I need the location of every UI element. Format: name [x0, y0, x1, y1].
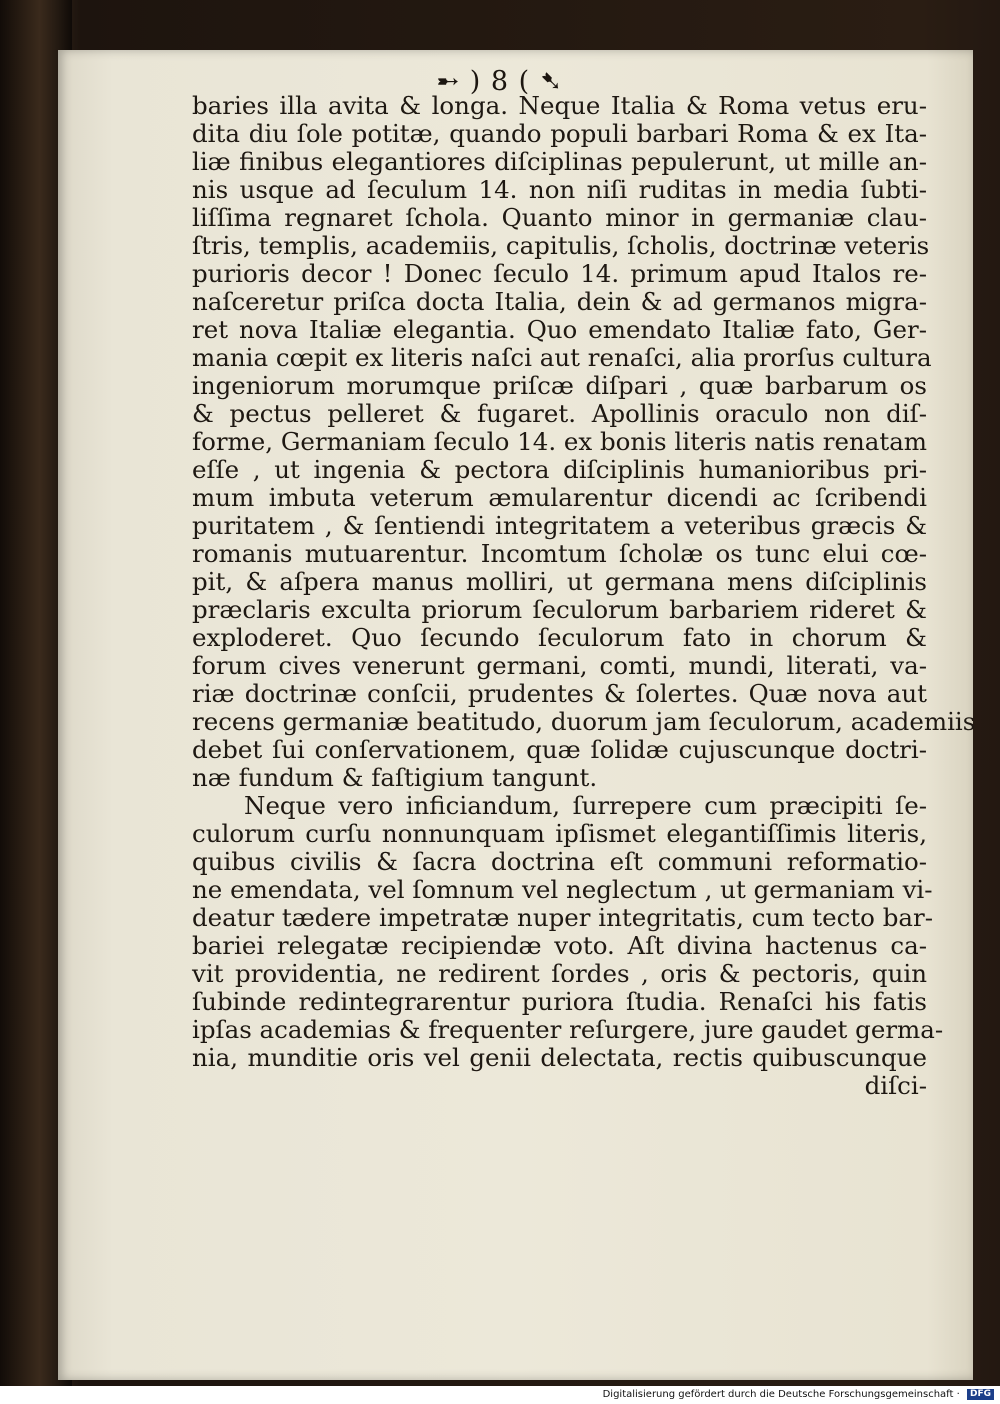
text-line: culorum curſu nonnunquam ipſismet elegantiſſimis literis,: [192, 819, 927, 848]
text-line: riæ doctrinæ conſcii, prudentes & ſolertes. Quæ nova aut: [192, 679, 927, 708]
text-line: debet ſui conſervationem, quæ ſolidæ cujuscunque doctri-: [192, 735, 927, 764]
text-line: pit, & aſpera manus molliri, ut germana mens diſciplinis: [192, 567, 927, 596]
text-line: ipſas academias & frequenter reſurgere, jure gaudet germa-: [192, 1015, 944, 1044]
text-line: puritatem , & ſentiendi integritatem a veteribus græcis &: [192, 511, 927, 540]
text-line: exploderet. Quo ſecundo ſeculorum fato in chorum &: [192, 623, 927, 652]
footer-credit: Digitalisierung gefördert durch die Deutsche Forschungsgemeinschaft ·: [602, 1389, 960, 1400]
text-line: mania cœpit ex literis naſci aut renaſci, alia prorſus cultura: [192, 343, 932, 372]
text-line: ſubinde redintegrarentur puriora ſtudia. Renaſci his fatis: [192, 987, 927, 1016]
text-line: ne emendata, vel ſomnum vel neglectum , ut germaniam vi-: [192, 875, 933, 904]
text-line: præclaris exculta priorum ſeculorum barbariem rideret &: [192, 595, 927, 624]
body-text: [192, 91, 976, 1100]
page-header: ➸ ) 8 ( ➷: [436, 66, 564, 97]
text-line: & pectus pelleret & fugaret. Apollinis oraculo non diſ-: [192, 399, 927, 428]
text-line: ſtris, templis, academiis, capitulis, ſcholis, doctrinæ veteris: [192, 231, 930, 260]
text-line: liſſima regnaret ſchola. Quanto minor in germaniæ clau-: [192, 203, 927, 232]
text-line: ret nova Italiæ elegantia. Quo emendato Italiæ fato, Ger-: [192, 315, 927, 344]
text-line: nis usque ad ſeculum 14. non niſi ruditas in media ſubti-: [192, 175, 927, 204]
catchword: diſci-: [864, 1071, 927, 1100]
text-line: deatur tædere impetratæ nuper integritatis, cum tecto bar-: [192, 903, 934, 932]
text-line: romanis mutuarentur. Incomtum ſcholæ os tunc elui cœ-: [192, 539, 927, 568]
text-line: forme, Germaniam ſeculo 14. ex bonis literis natis renatam: [192, 427, 928, 456]
text-line: bariei relegatæ recipiendæ voto. Aſt divina hactenus ca-: [192, 931, 927, 960]
text-line: quibus civilis & ſacra doctrina eſt communi reformatio-: [192, 847, 927, 876]
text-line: dita diu ſole potitæ, quando populi barbari Roma & ex Ita-: [192, 119, 927, 148]
text-line: nia, munditie oris vel genii delectata, rectis quibuscunque: [192, 1043, 927, 1072]
text-line: liæ finibus elegantiores diſciplinas pepulerunt, ut mille an-: [192, 147, 927, 176]
text-line: ingeniorum morumque priſcæ diſpari , quæ barbarum os: [192, 371, 927, 400]
dfg-logo: DFG: [967, 1389, 994, 1400]
text-line: recens germaniæ beatitudo, duorum jam ſeculorum, academiis: [192, 707, 976, 736]
text-line: eſſe , ut ingenia & pectora diſciplinis humanioribus pri-: [192, 455, 927, 484]
text-line: mum imbuta veterum æmularentur dicendi ac ſcribendi: [192, 483, 927, 512]
text-line: forum cives venerunt germani, comti, mundi, literati, va-: [192, 651, 927, 680]
footer-bar: [0, 1386, 1000, 1404]
text-line: naſceretur priſca docta Italia, dein & ad germanos migra-: [192, 287, 927, 316]
text-line: vit providentia, ne redirent ſordes , oris & pectoris, quin: [192, 959, 927, 988]
text-line: purioris decor ! Donec ſeculo 14. primum apud Italos re-: [192, 259, 927, 288]
text-line: næ fundum & faſtigium tangunt.: [192, 763, 598, 792]
text-line: Neque vero inficiandum, ſurrepere cum præcipiti ſe-: [244, 791, 927, 820]
text-line: baries illa avita & longa. Neque Italia & Roma vetus eru-: [192, 91, 927, 120]
